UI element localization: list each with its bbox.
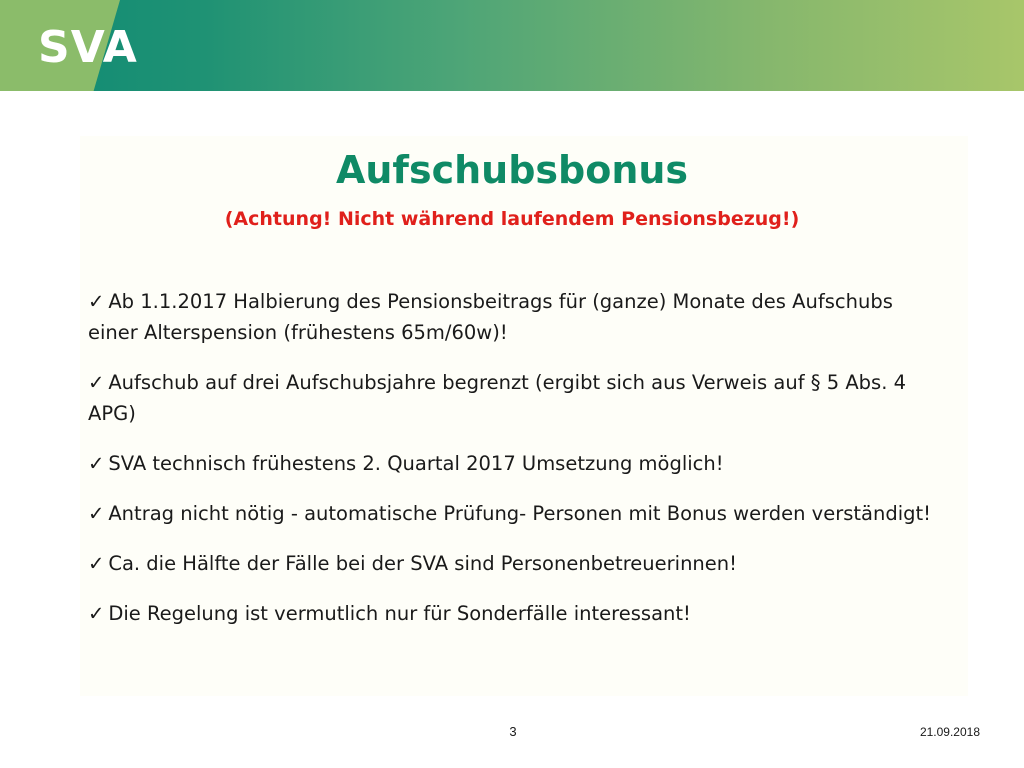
bullet-text: Aufschub auf drei Aufschubsjahre begrenzt (ergibt sich aus Verweis auf § 5 Abs. 4 APG) (88, 371, 907, 425)
page-number: 3 (509, 724, 517, 739)
bullet-text: Ab 1.1.2017 Halbierung des Pensionsbeitrags für (ganze) Monate des Aufschubs einer Alterspension (frühestens 65m/60w)! (88, 290, 893, 344)
check-icon: ✓ (88, 290, 105, 313)
check-icon: ✓ (88, 602, 105, 625)
bullet-item (88, 448, 948, 479)
bullet-list (88, 286, 948, 648)
check-icon: ✓ (88, 452, 105, 475)
check-icon: ✓ (88, 552, 105, 575)
footer-date: 21.09.2018 (919, 725, 980, 739)
bullet-item (88, 498, 948, 529)
bullet-item (88, 548, 948, 579)
logo-text: SVA (38, 24, 138, 68)
bullet-text: Ca. die Hälfte der Fälle bei der SVA sind Personenbetreuerinnen! (108, 552, 737, 575)
bullet-item (88, 598, 948, 629)
slide-title: Aufschubsbonus (335, 148, 689, 192)
check-icon: ✓ (88, 502, 105, 525)
check-icon: ✓ (88, 371, 105, 394)
sva-logo (38, 24, 178, 68)
bullet-text: Die Regelung ist vermutlich nur für Sonderfälle interessant! (108, 602, 691, 625)
slide-subtitle: (Achtung! Nicht während laufendem Pensionsbezug!) (224, 208, 800, 230)
bullet-text: Antrag nicht nötig - automatische Prüfung- Personen mit Bonus werden verständigt! (108, 502, 931, 525)
bullet-item (88, 367, 948, 429)
bullet-item (88, 286, 948, 348)
bullet-text: SVA technisch frühestens 2. Quartal 2017 Umsetzung möglich! (108, 452, 724, 475)
header-band (0, 0, 1024, 91)
